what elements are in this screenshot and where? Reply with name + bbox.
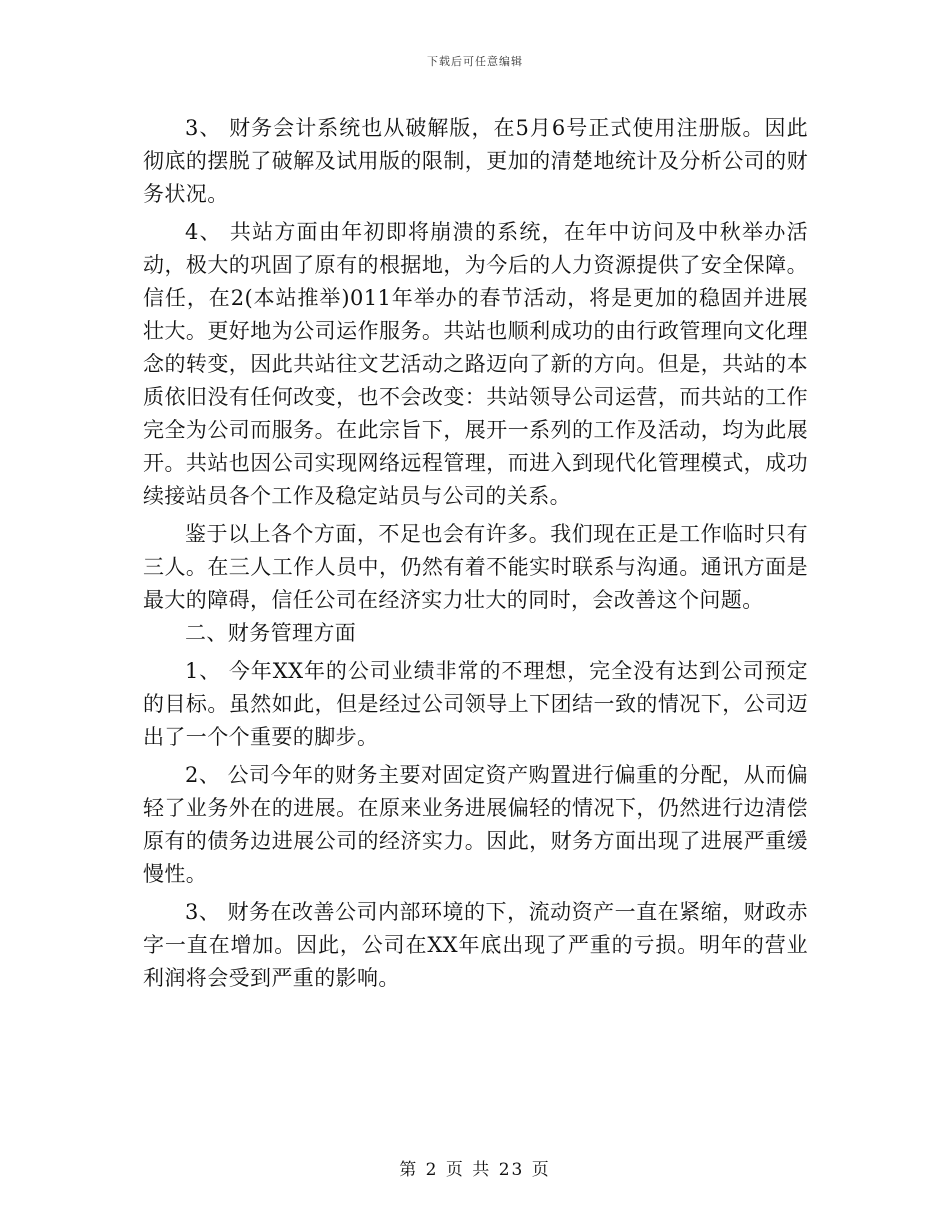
header-note: 下载后可任意编辑	[427, 55, 523, 68]
paragraph-assets: 2、 公司今年的财务主要对固定资产购置进行偏重的分配，从而偏轻了业务外在的进展。在原来业务进展偏轻的情况下，仍然进行边清偿原有的债务边进展公司的经济实力。因此，财务方面出现了进展严重缓慢性。	[143, 763, 808, 886]
paragraph-finance-system: 3、 财务会计系统也从破解版，在5月6号正式使用注册版。因此彻底的摆脱了破解及试用版的限制，更加的清楚地统计及分析公司的财务状况。	[143, 116, 808, 206]
paragraph-deficit: 3、 财务在改善公司内部环境的下，流动资产一直在紧缩，财政赤字一直在增加。因此，公司在XX年底出现了严重的亏损。明年的营业利润将会受到严重的影响。	[143, 900, 808, 990]
document-body	[143, 112, 808, 995]
paragraph-shortcomings: 鉴于以上各个方面，不足也会有许多。我们现在正是工作临时只有三人。在三人工作人员中，仍然有着不能实时联系与沟通。通讯方面是最大的障碍，信任公司在经济实力壮大的同时，会改善这个问题。	[143, 522, 808, 612]
section-heading-finance: 二、财务管理方面	[185, 621, 357, 645]
paragraph-performance: 1、 今年XX年的公司业绩非常的不理想，完全没有达到公司预定的目标。虽然如此，但是经过公司领导上下团结一致的情况下，公司迈出了一个个重要的脚步。	[143, 659, 808, 749]
paragraph-station: 4、 共站方面由年初即将崩溃的系统，在年中访问及中秋举办活动，极大的巩固了原有的根据地，为今后的人力资源提供了安全保障。信任，在2(本站推举)011年举办的春节活动，将是更加的稳固并进展壮大。更好地为公司运作服务。共站也顺利成功的由行政管理向文化理念的转变，因此共站往文艺活动之路迈向了新的方向。但是，共站的本质依旧没有任何改变，也不会改变：共站领导公司运营，而共站的工作完全为公司而服务。在此宗旨下，展开一系列的工作及活动，均为此展开。共站也因公司实现网络远程管理，而进入到现代化管理模式，成功续接站员各个工作及稳定站员与公司的关系。	[143, 220, 808, 508]
page-number: 第 2 页 共 23 页	[399, 1160, 551, 1180]
